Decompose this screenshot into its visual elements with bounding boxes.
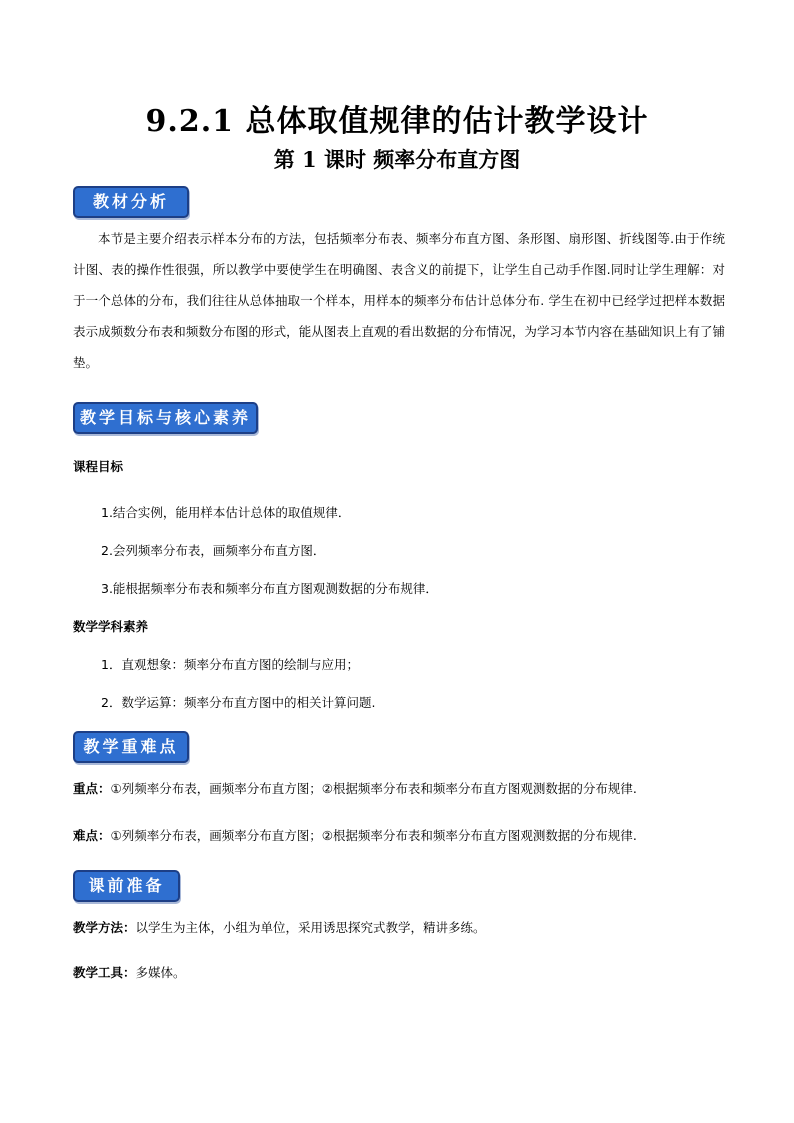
literacy-item: 2．数学运算：频率分布直方图中的相关计算问题. xyxy=(101,695,376,710)
focus-label: 重点： xyxy=(73,781,111,796)
page-title: 9.2.1 总体取值规律的估计教学设计 xyxy=(145,104,649,139)
tools-line xyxy=(73,963,186,981)
literacy-label: 数学学科素养 xyxy=(73,619,149,634)
difficulty-text: ①列频率分布表，画频率分布直方图；②根据频率分布表和频率分布直方图观测数据的分布规律. xyxy=(110,828,637,843)
course-goals-label: 课程目标 xyxy=(73,459,124,474)
method-line xyxy=(73,918,486,936)
focus-line xyxy=(73,779,637,797)
tools-label: 教学工具： xyxy=(73,965,136,980)
analysis-paragraph: 本节是主要介绍表示样本分布的方法，包括频率分布表、频率分布直方图、条形图、扇形图、折线图等.由于作统计图、表的操作性很强，所以教学中要使学生在明确图、表含义的前提下，让学生自己动手作图.同时让学生理解：对于一个总体的分布，我们往往从总体抽取一个样本，用样本的频率分布估计总体分布. 学生在初中已经学过把样本数据表示成频数分布表和频数分布图的形式，能从图表上直观的看出数据的分布情况，为学习本节内容在基础知识上有了铺垫。 xyxy=(73,231,725,370)
course-goal-item: 2.会列频率分布表，画频率分布直方图． xyxy=(101,543,326,558)
tools-text: 多媒体。 xyxy=(135,965,186,980)
literacy-item: 1．直观想象：频率分布直方图的绘制与应用； xyxy=(101,657,359,672)
method-label: 教学方法： xyxy=(73,920,136,935)
section-badge-preparation: 课前准备 xyxy=(73,870,180,902)
course-goal-item: 3.能根据频率分布表和频率分布直方图观测数据的分布规律． xyxy=(101,581,438,596)
page-subtitle: 第 1 课时 频率分布直方图 xyxy=(273,147,521,172)
method-text: 以学生为主体，小组为单位，采用诱思探究式教学，精讲多练。 xyxy=(135,920,486,935)
difficulty-label: 难点： xyxy=(73,828,111,843)
section-badge-key-points: 教学重难点 xyxy=(73,731,189,763)
difficulty-line xyxy=(73,826,637,844)
focus-text: ①列频率分布表，画频率分布直方图；②根据频率分布表和频率分布直方图观测数据的分布规律. xyxy=(110,781,637,796)
section-badge-analysis: 教材分析 xyxy=(73,186,189,218)
section-badge-goals: 教学目标与核心素养 xyxy=(73,402,258,434)
course-goal-item: 1.结合实例，能用样本估计总体的取值规律． xyxy=(101,505,351,520)
